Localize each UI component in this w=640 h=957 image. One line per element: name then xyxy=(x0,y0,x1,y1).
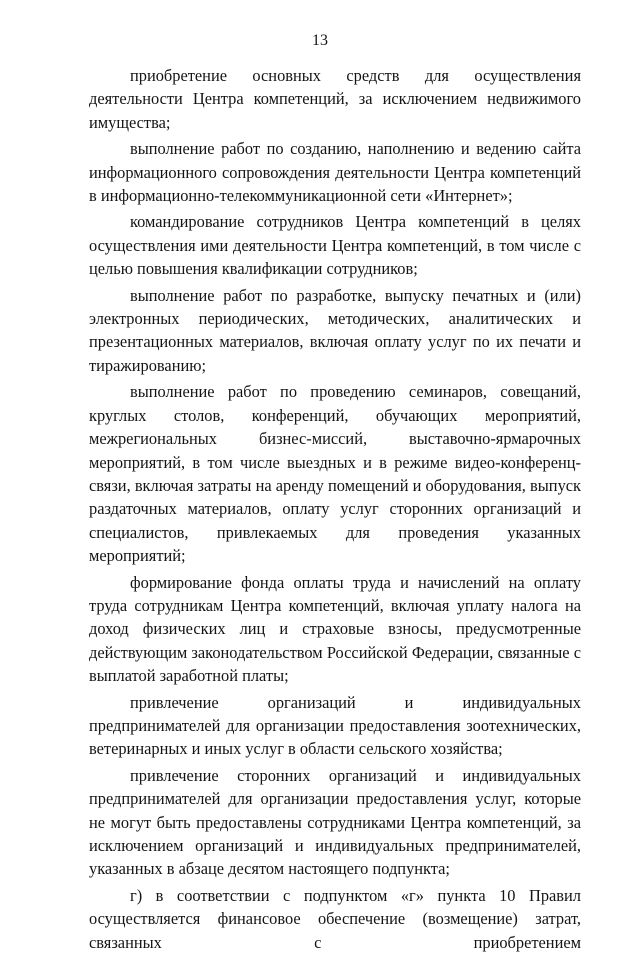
page-number: 13 xyxy=(312,32,328,49)
document-body xyxy=(89,64,581,957)
paragraph-payroll: формирование фонда оплаты труда и начислений на оплату труда сотрудникам Центра компетенций, включая уплату налога на доход физических лиц и страховые взносы, предусмотренные действующим законодательством Российской Федерации, связанные с выплатой заработной платы; xyxy=(89,572,581,686)
paragraph-fixed-assets: приобретение основных средств для осуществления деятельности Центра компетенций, за исключением недвижимого имущества; xyxy=(89,66,581,132)
paragraph-agricultural-services: привлечение организаций и индивидуальных предпринимателей для организации предоставления зоотехнических, ветеринарных и иных услуг в области сельского хозяйства; xyxy=(89,692,581,759)
paragraph-third-party-services: привлечение сторонних организаций и индивидуальных предпринимателей для организации предоставления услуг, которые не могут быть предоставлены сотрудниками Центра компетенций, за исключением организаций и индивидуальных предпринимателей, указанных в абзаце десятом настоящего подпункта; xyxy=(89,765,581,879)
paragraph-publications: выполнение работ по разработке, выпуску печатных и (или) электронных периодических, методических, аналитических и презентационных материалов, включая оплату услуг по их печати и тиражированию; xyxy=(89,285,581,375)
paragraph-seminars: выполнение работ по проведению семинаров, совещаний, круглых столов, конференций, обучающих мероприятий, межрегиональных бизнес-миссий, выставочно-ярмарочных мероприятий, в том числе выездных и в режиме видео-конференц-связи, включая затраты на аренду помещений и оборудования, выпуск раздаточных материалов, оплату услуг сторонних организаций и специалистов, привлекаемых для проведения указанных мероприятий; xyxy=(89,382,581,566)
paragraph-website: выполнение работ по созданию, наполнению и ведению сайта информационного сопровождения деятельности Центра компетенций в информационно-телекоммуникационной сети «Интернет»; xyxy=(89,139,581,206)
paragraph-business-trips: командирование сотрудников Центра компетенций в целях осуществления ими деятельности Центра компетенций, в том числе с целью повышения квалификации сотрудников; xyxy=(89,212,581,279)
paragraph-subpoint-g: г) в соответствии с подпунктом «г» пункта 10 Правил осуществляется финансовое обеспечение (возмещение) затрат, связанных с приобретением xyxy=(89,885,581,952)
